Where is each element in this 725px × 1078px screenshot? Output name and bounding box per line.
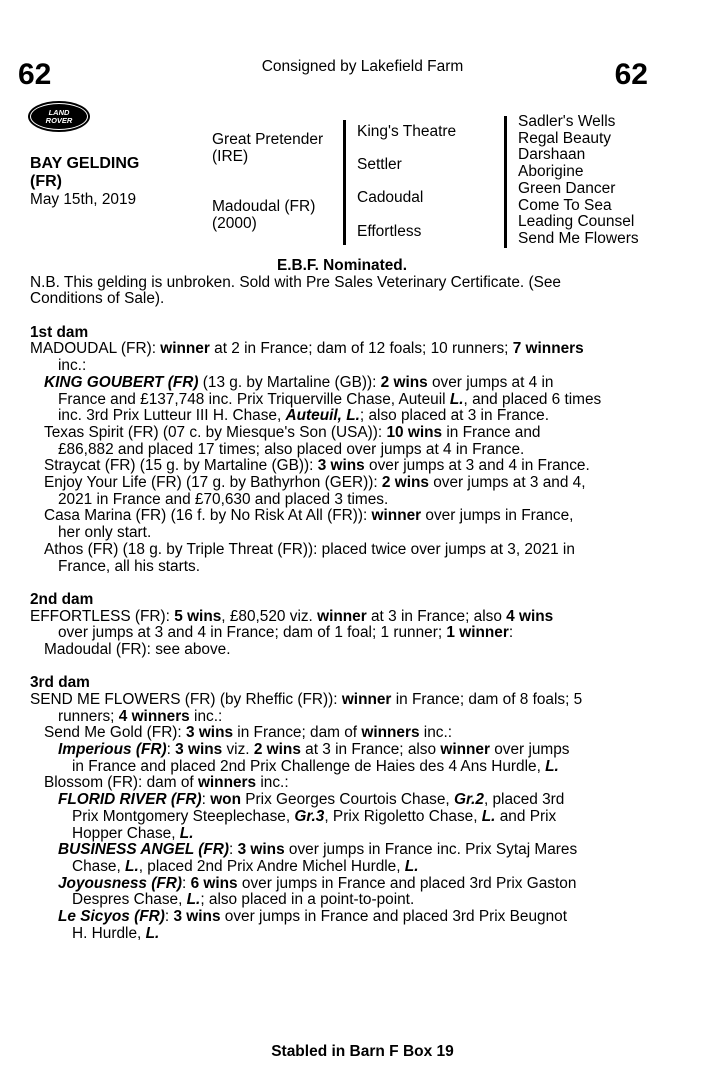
progeny-le-sicyos-cont: H. Hurdle, L.	[72, 924, 160, 942]
lot-number-left: 62	[18, 58, 52, 91]
progeny-imperious: Imperious (FR): 3 wins viz. 2 wins at 3 in France; also winner over jumps	[58, 741, 570, 759]
horse-title-line1: BAY GELDING	[30, 155, 140, 172]
great-grandparents	[518, 114, 639, 248]
logo-text-line2: ROVER	[45, 115, 73, 125]
progeny-athos-cont: France, all his starts.	[58, 557, 200, 575]
note-line2: Conditions of Sale).	[30, 290, 165, 308]
horse-dob: May 15th, 2019	[30, 191, 137, 208]
ggp-6: Come To Sea	[518, 196, 612, 214]
second-dam-main-cont: over jumps at 3 and 4 in France; dam of 1 foal; 1 runner; 1 winner:	[58, 624, 514, 642]
third-dam-main: SEND ME FLOWERS (FR) (by Rheffic (FR)): winner in France; dam of 8 foals; 5	[30, 690, 583, 708]
ggp-3: Darshaan	[518, 146, 586, 164]
progeny-athos: Athos (FR) (18 g. by Triple Threat (FR)): placed twice over jumps at 3, 2021 in	[44, 540, 575, 558]
dam-name: Madoudal (FR)	[212, 198, 316, 215]
progeny-florid-river-cont1: Prix Montgomery Steeplechase, Gr.3, Prix Rigoletto Chase, L. and Prix	[72, 807, 557, 825]
pedigree-divider-1	[343, 120, 346, 245]
ggp-7: Leading Counsel	[518, 213, 635, 231]
progeny-king-goubert-cont1: France and £137,748 inc. Prix Triquerville Chase, Auteuil L., and placed 6 times	[58, 390, 602, 408]
horse-title-line2: (FR)	[30, 173, 62, 190]
progeny-florid-river: FLORID RIVER (FR): won Prix Georges Courtois Chase, Gr.2, placed 3rd	[58, 791, 565, 809]
grandparent-1: King's Theatre	[357, 123, 457, 140]
second-dam-madoudal: Madoudal (FR): see above.	[44, 640, 231, 658]
grandparent-3: Cadoudal	[357, 189, 424, 206]
ggp-4: Aborigine	[518, 163, 584, 181]
progeny-joyousness: Joyousness (FR): 6 wins over jumps in France and placed 3rd Prix Gaston	[58, 874, 577, 892]
consignor: Consigned by Lakefield Farm	[261, 58, 464, 75]
progeny-texas-spirit-cont: £86,882 and placed 17 times; also placed over jumps at 4 in France.	[58, 440, 525, 458]
ggp-5: Green Dancer	[518, 179, 616, 197]
third-dam-heading: 3rd dam	[30, 674, 90, 692]
grandparent-4: Effortless	[357, 223, 422, 240]
first-dam-main-cont: inc.:	[58, 357, 87, 375]
progeny-send-me-gold: Send Me Gold (FR): 3 wins in France; dam of winners inc.:	[44, 724, 453, 742]
logo-text-line1: LAND	[48, 107, 70, 117]
stabling-footer: Stabled in Barn F Box 19	[271, 1043, 454, 1060]
progeny-king-goubert: KING GOUBERT (FR) (13 g. by Martaline (GB)): 2 wins over jumps at 4 in	[44, 373, 554, 391]
horse-description	[30, 155, 139, 209]
catalogue-body	[30, 258, 654, 943]
progeny-straycat: Straycat (FR) (15 g. by Martaline (GB)): 3 wins over jumps at 3 and 4 in France.	[44, 457, 590, 475]
dam-year: (2000)	[212, 215, 257, 232]
ggp-8: Send Me Flowers	[518, 229, 639, 247]
progeny-enjoy-your-life: Enjoy Your Life (FR) (17 g. by Bathyrhon (GER)): 2 wins over jumps at 3 and 4,	[44, 474, 586, 492]
progeny-enjoy-your-life-cont: 2021 in France and £70,630 and placed 3 times.	[58, 490, 389, 508]
progeny-le-sicyos: Le Sicyos (FR): 3 wins over jumps in France and placed 3rd Prix Beugnot	[58, 908, 567, 926]
note-line1: N.B. This gelding is unbroken. Sold with Pre Sales Veterinary Certificate. (See	[30, 273, 561, 291]
ebf-nominated: E.B.F. Nominated.	[277, 257, 407, 274]
sire-country: (IRE)	[212, 148, 249, 165]
second-dam-main: EFFORTLESS (FR): 5 wins, £80,520 viz. winner at 3 in France; also 4 wins	[30, 607, 554, 625]
second-dam-heading: 2nd dam	[30, 590, 94, 608]
progeny-imperious-cont: in France and placed 2nd Prix Challenge de Haies des 4 Ans Hurdle, L.	[72, 757, 559, 775]
progeny-florid-river-cont2: Hopper Chase, L.	[72, 824, 194, 842]
progeny-casa-marina-cont: her only start.	[58, 524, 152, 542]
progeny-business-angel-cont: Chase, L., placed 2nd Prix Andre Michel Hurdle, L.	[72, 857, 419, 875]
pedigree-sire	[212, 131, 323, 165]
first-dam-heading: 1st dam	[30, 323, 89, 341]
pedigree-divider-2	[504, 116, 507, 248]
ggp-2: Regal Beauty	[518, 129, 612, 147]
progeny-casa-marina: Casa Marina (FR) (16 f. by No Risk At All (FR)): winner over jumps in France,	[44, 507, 574, 525]
ggp-1: Sadler's Wells	[518, 113, 616, 130]
sire-name: Great Pretender	[212, 131, 324, 148]
progeny-joyousness-cont: Despres Chase, L.; also placed in a point-to-point.	[72, 891, 415, 909]
grandparent-2: Settler	[357, 156, 402, 173]
progeny-texas-spirit: Texas Spirit (FR) (07 c. by Miesque's Son (USA)): 10 wins in France and	[44, 423, 541, 441]
third-dam-main-cont: runners; 4 winners inc.:	[58, 707, 223, 725]
progeny-blossom: Blossom (FR): dam of winners inc.:	[44, 774, 289, 792]
first-dam-main: MADOUDAL (FR): winner at 2 in France; dam of 12 foals; 10 runners; 7 winners	[30, 340, 584, 358]
pedigree-dam	[212, 198, 315, 232]
land-rover-logo	[28, 101, 90, 132]
lot-number-right: 62	[614, 58, 648, 91]
progeny-king-goubert-cont2: inc. 3rd Prix Lutteur III H. Chase, Auteuil, L.; also placed at 3 in France.	[58, 407, 549, 425]
progeny-business-angel: BUSINESS ANGEL (FR): 3 wins over jumps in France inc. Prix Sytaj Mares	[58, 841, 578, 859]
